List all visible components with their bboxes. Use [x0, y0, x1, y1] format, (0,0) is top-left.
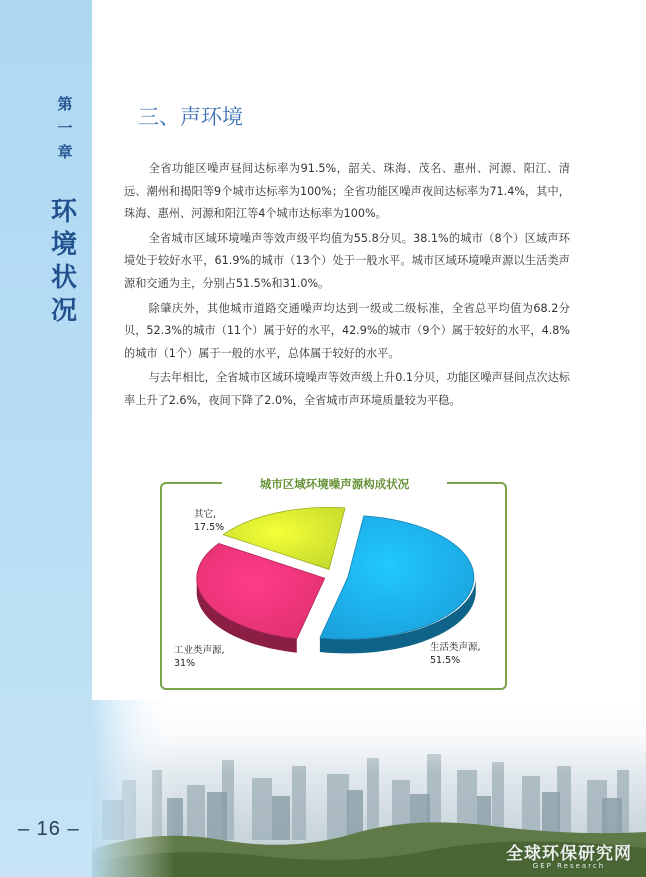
pie-label-name: 其它, [194, 509, 217, 520]
chapter-sidebar [0, 0, 92, 877]
pie-label-value: 31% [174, 658, 196, 669]
paragraph: 除肇庆外，其他城市道路交通噪声均达到一级或二级标准，全省总平均值为68.2分贝，52.3%的城市（11个）属于好的水平，42.9%的城市（9个）属于较好的水平，4.8%的城市（1个）属于一般的水平，总体属于较好的水平。 [124, 301, 570, 360]
pie-label-name: 生活类声源, [430, 642, 481, 653]
chapter-title-char: 境 [50, 230, 77, 260]
chapter-title-char: 环 [50, 197, 77, 227]
pie-label-value: 17.5% [194, 522, 225, 533]
paragraph: 全省城市区域环境噪声等效声级平均值为55.8分贝。38.1%的城市（8个）区域声环境处于较好水平，61.9%的城市（13个）处于一般水平。城市区域环境噪声源以生活类声源和交通为主，分别占51.5%和31.0%。 [124, 231, 570, 290]
chapter-title [44, 196, 84, 328]
pie-label-value: 51.5% [430, 655, 461, 666]
chart-title: 城市区域环境噪声源构成状况 [222, 474, 447, 496]
pie-label-living [430, 641, 481, 667]
section-title: 三、声环境 [138, 105, 243, 129]
pie-label-other [194, 508, 224, 534]
chapter-char: 第 [57, 95, 73, 113]
body-text [124, 158, 570, 415]
chapter-char: 一 [57, 119, 73, 137]
pie-chart-frame [160, 477, 507, 690]
watermark-logo [506, 839, 632, 870]
pie-label-name: 工业类声源, [174, 645, 225, 656]
chapter-char: 章 [57, 143, 73, 161]
page-number: – 16 – [18, 818, 80, 840]
watermark-subtext: GEP Research [532, 862, 606, 870]
chapter-title-char: 状 [50, 263, 77, 293]
watermark-text: 全球环保研究网 [506, 844, 632, 864]
paragraph: 全省功能区噪声昼间达标率为91.5%，韶关、珠海、茂名、惠州、河源、阳江、清远、潮州和揭阳等9个城市达标率为100%；全省功能区噪声夜间达标率为71.4%，其中，珠海、惠州、河源和阳江等4个城市达标率为100%。 [124, 162, 570, 221]
chapter-number [50, 92, 80, 164]
paragraph: 与去年相比，全省城市区域环境噪声等效声级上升0.1分贝，功能区噪声昼间点次达标率上升了2.6%，夜间下降了2.0%，全省城市声环境质量较为平稳。 [124, 371, 570, 407]
pie-label-industry [174, 644, 225, 670]
chapter-title-char: 况 [50, 296, 77, 326]
